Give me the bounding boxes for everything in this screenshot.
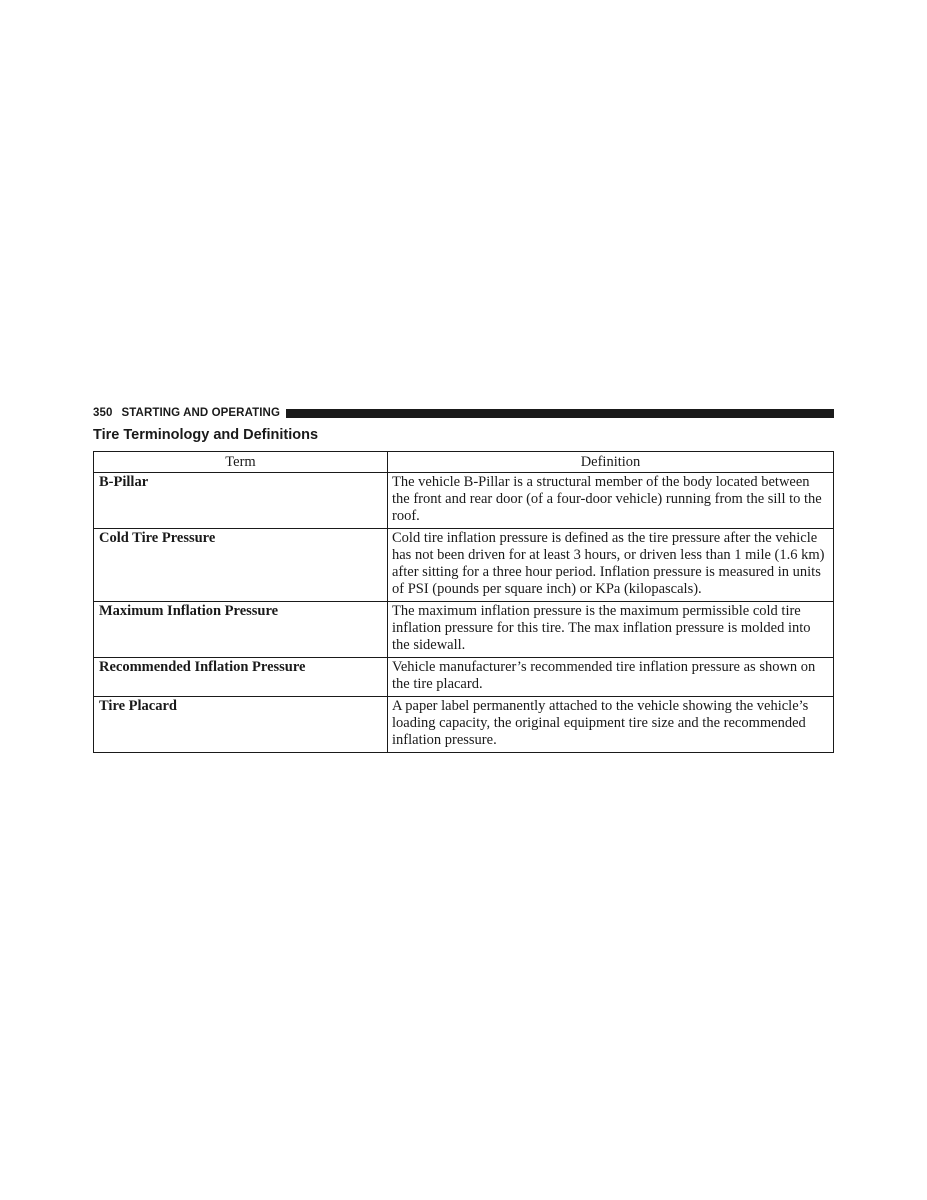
- page-number: 350: [93, 407, 113, 419]
- definition-cell: Cold tire inflation pressure is defined as the tire pressure after the vehicle has not been driven for at least 3 hours, or driven less than 1 mile (1.6 km) after sitting for a three hour period. Inflation pressure is measured in units of PSI (pounds per square inch) or KPa (kilopascals).: [388, 529, 834, 602]
- table-row: [94, 697, 834, 753]
- column-header-definition: Definition: [388, 452, 834, 473]
- term-cell: Maximum Inflation Pressure: [94, 602, 388, 658]
- terminology-table: [93, 451, 834, 753]
- term-cell: Recommended Inflation Pressure: [94, 658, 388, 697]
- definition-cell: Vehicle manufacturer’s recommended tire inflation pressure as shown on the tire placard.: [388, 658, 834, 697]
- table-row: [94, 473, 834, 529]
- header-rule: [286, 409, 834, 418]
- table-row: [94, 529, 834, 602]
- term-cell: Cold Tire Pressure: [94, 529, 388, 602]
- table-row: [94, 658, 834, 697]
- table-header-row: [94, 452, 834, 473]
- table-title: Tire Terminology and Definitions: [93, 427, 319, 443]
- table-row: [94, 602, 834, 658]
- definition-cell: The vehicle B-Pillar is a structural member of the body located between the front and rear door (of a four-door vehicle) running from the sill to the roof.: [388, 473, 834, 529]
- section-title: STARTING AND OPERATING: [121, 407, 281, 419]
- definition-cell: A paper label permanently attached to the vehicle showing the vehicle’s loading capacity, the original equipment tire size and the recommended inflation pressure.: [388, 697, 834, 753]
- term-cell: Tire Placard: [94, 697, 388, 753]
- term-cell: B-Pillar: [94, 473, 388, 529]
- column-header-term: Term: [94, 452, 388, 473]
- definition-cell: The maximum inflation pressure is the maximum permissible cold tire inflation pressure for this tire. The max inflation pressure is molded into the sidewall.: [388, 602, 834, 658]
- page-header: [93, 405, 834, 421]
